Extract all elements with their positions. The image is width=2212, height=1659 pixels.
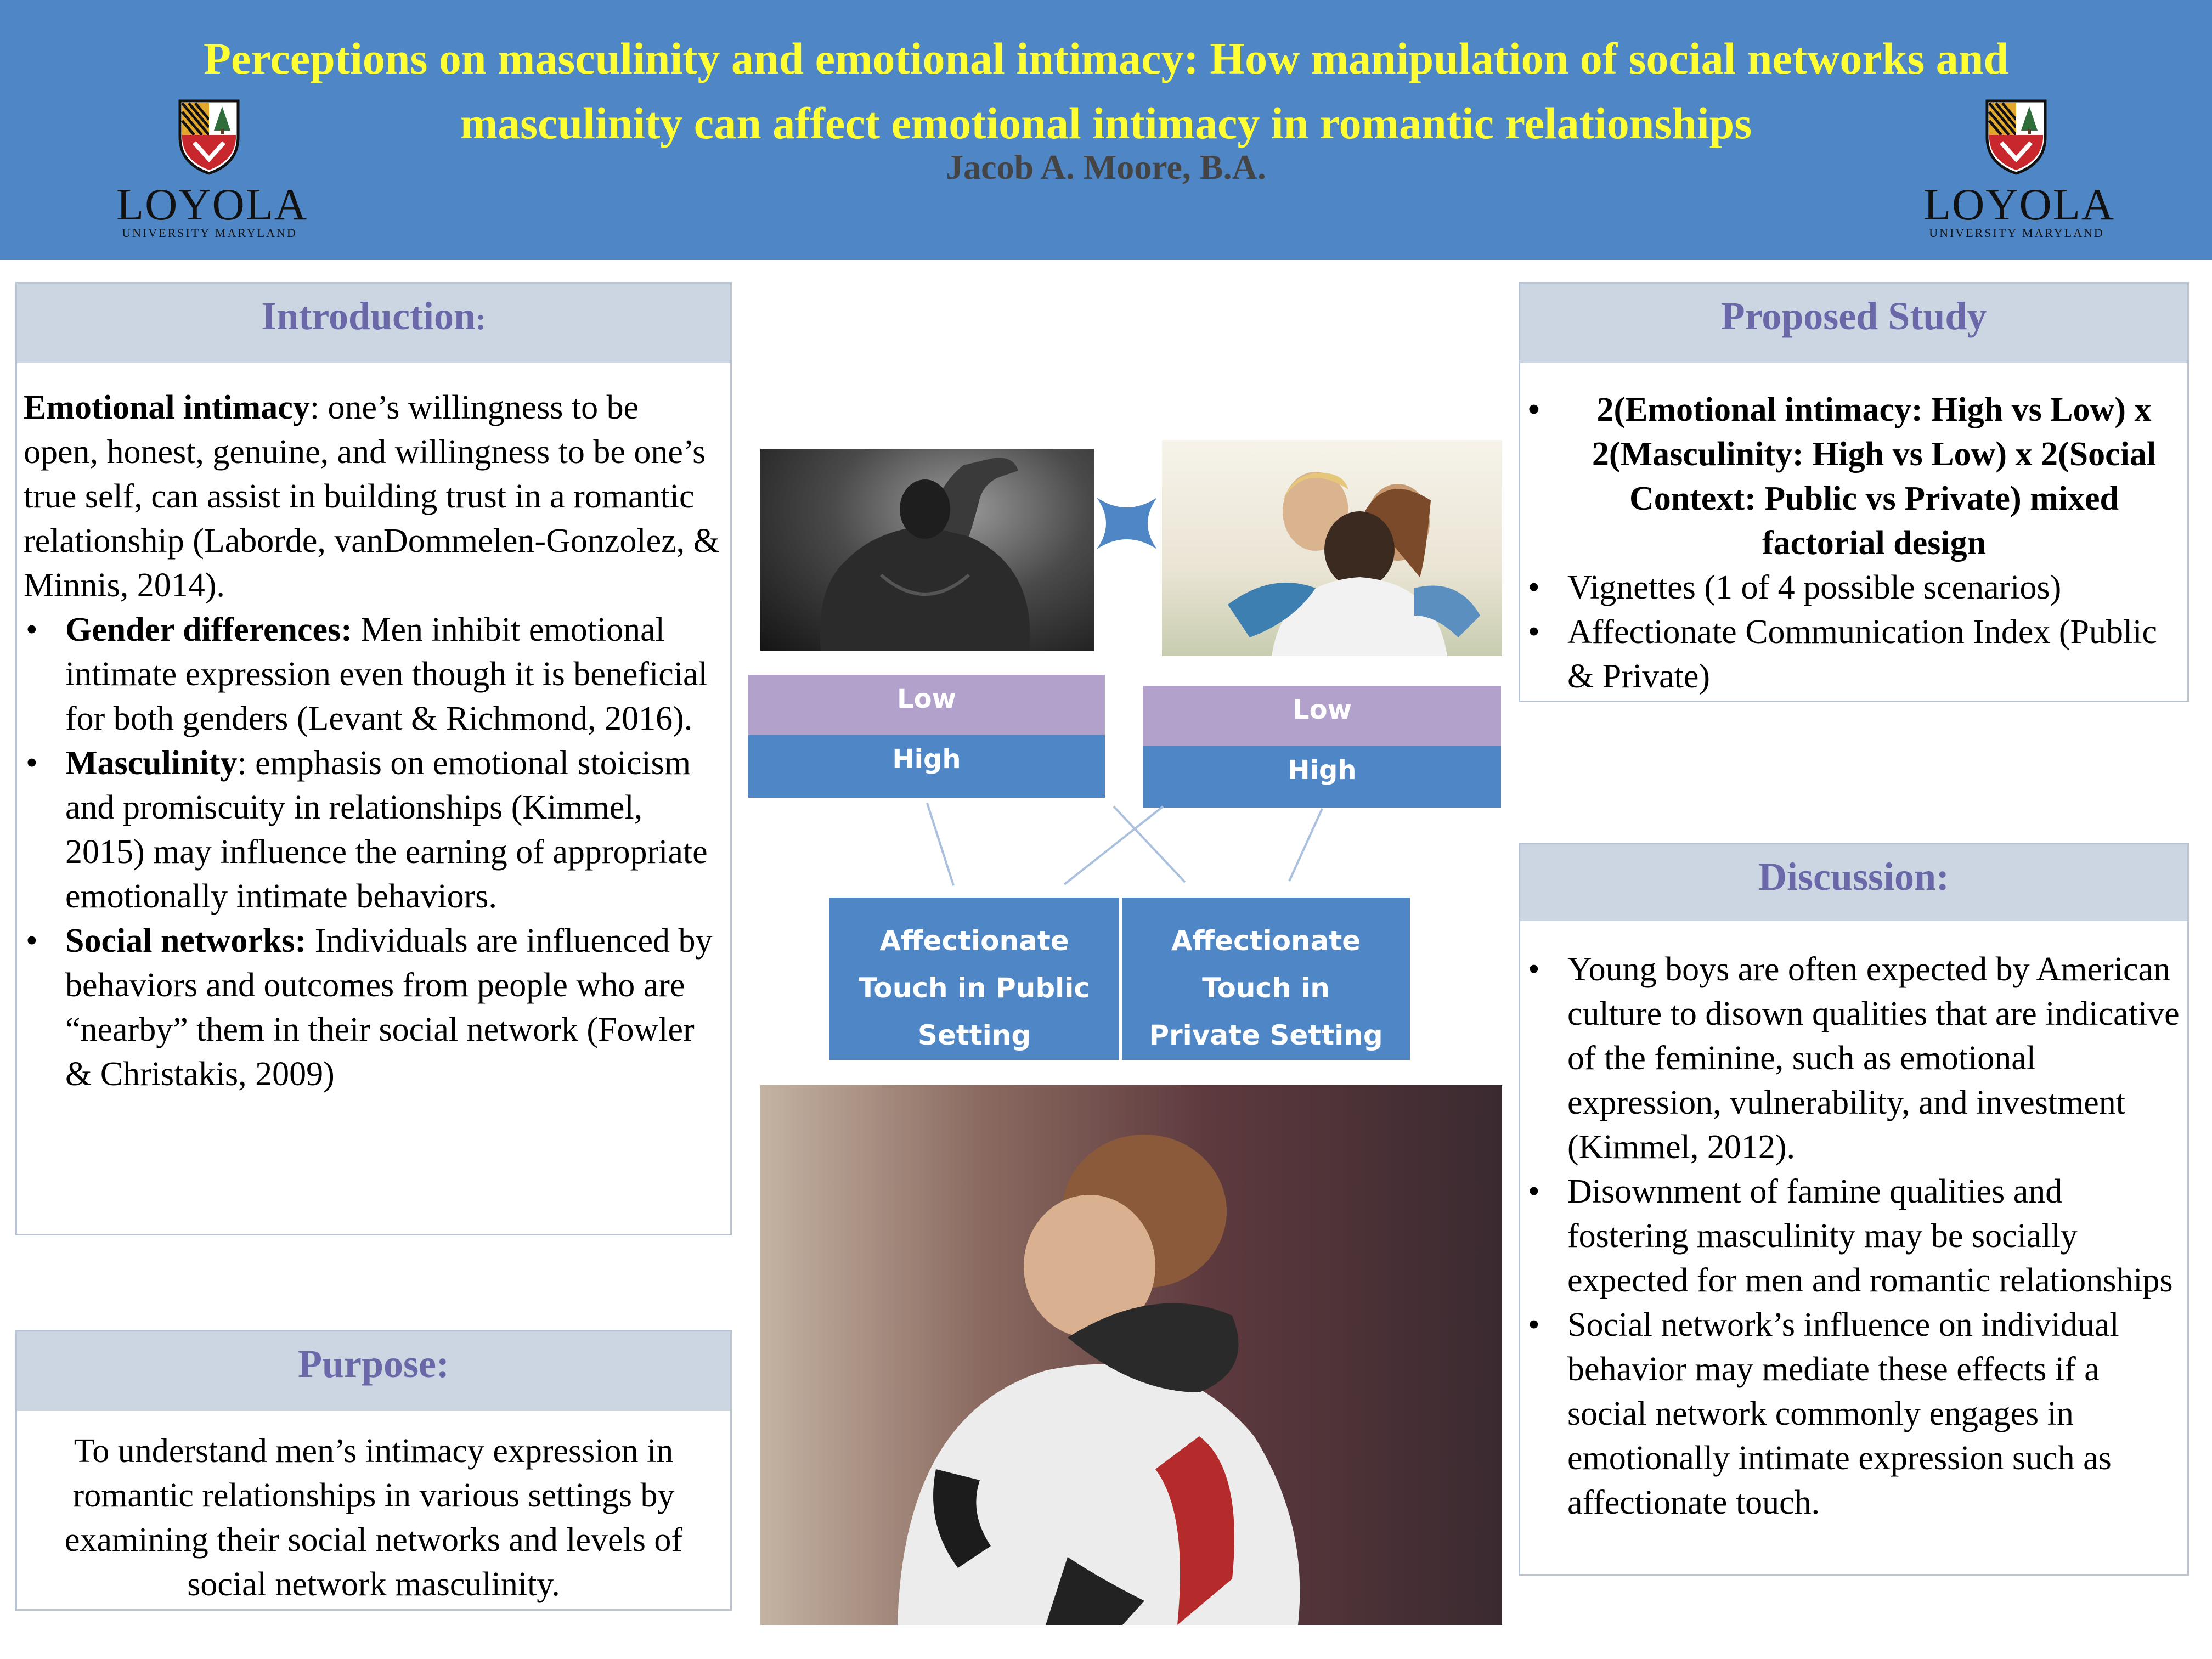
purpose-text: To understand men’s intimacy expression in romantic relationships in various settings by examining their social networks and levels of social network masculinity. — [64, 1432, 683, 1603]
proposed-study-heading: Proposed Study — [1520, 284, 2187, 363]
group-hug-people — [1162, 440, 1502, 656]
list-item: • Gender differences: Men inhibit emotional intimate expression even though it is beneficial for both genders (Levant & Richmond, 2016). — [65, 608, 721, 741]
logo-wordmark: LOYOLA — [1923, 179, 2115, 229]
logo-subtitle: UNIVERSITY MARYLAND — [1929, 226, 2104, 240]
lacrosse-players — [760, 1085, 1502, 1625]
outcome-private-box: Affectionate Touch in Private Setting — [1120, 898, 1410, 1060]
discussion-bullet-list — [1526, 947, 2181, 1525]
left-low-box: Low — [748, 675, 1105, 735]
purpose-heading: Purpose: — [17, 1331, 730, 1411]
flexing-man-photo — [760, 449, 1094, 651]
left-high-box: High — [748, 735, 1105, 798]
proposed-study-panel — [1519, 282, 2189, 702]
right-high-box: High — [1143, 746, 1501, 808]
discussion-panel — [1519, 843, 2189, 1576]
list-item: • Young boys are often expected by American culture to disown qualities that are indicative of the feminine, such as emotional expression, vulnerability, and investment (Kimmel, 2012). — [1567, 947, 2181, 1170]
poster-title: Perceptions on masculinity and emotional intimacy: How manipulation of social networks and masculinity can affect emotional intimacy in romantic relationships — [203, 33, 2009, 148]
intro-definition: Emotional intimacy: one’s willingness to be open, honest, genuine, and willingness to be one’s true self, can assist in building trust in a romantic relationship (Laborde, vanDommelen-Gonzolez, & Minnis, 2014). — [24, 389, 720, 604]
loyola-logo-right — [1923, 99, 2115, 241]
list-item: • Affectionate Communication Index (Public & Private) — [1567, 610, 2181, 699]
loyola-logo-left — [116, 99, 308, 241]
group-hug-photo — [1162, 440, 1502, 656]
list-item: • Vignettes (1 of 4 possible scenarios) — [1567, 566, 2181, 610]
study-bullet-list — [1526, 388, 2181, 699]
intro-bullet-list — [24, 608, 721, 1097]
introduction-heading: Introduction: — [17, 284, 730, 363]
purpose-panel — [15, 1330, 732, 1611]
proposed-study-body — [1520, 388, 2187, 699]
outcome-public-box: Affectionate Touch in Public Setting — [830, 898, 1119, 1060]
x-star-icon — [1094, 495, 1159, 551]
flexing-man-silhouette — [760, 449, 1094, 651]
logo-subtitle: UNIVERSITY MARYLAND — [122, 226, 297, 240]
discussion-body — [1520, 947, 2187, 1525]
right-low-box: Low — [1143, 686, 1501, 746]
list-item: • Masculinity: emphasis on emotional stoicism and promiscuity in relationships (Kimmel, 2015) may influence the earning of appropriate emotionally intimate behaviors. — [65, 741, 721, 919]
list-item: • 2(Emotional intimacy: High vs Low) x 2(Masculinity: High vs Low) x 2(Social Context: Public vs Private) mixed factorial design — [1567, 388, 2181, 566]
list-item: • Social network’s influence on individual behavior may mediate these effects if a social network commonly engages in emotionally intimate expression such as affectionate touch. — [1567, 1303, 2181, 1525]
poster-header — [0, 0, 2212, 260]
logo-wordmark: LOYOLA — [116, 179, 308, 229]
list-item: • Disownment of famine qualities and fostering masculinity may be socially expected for men and romantic relationships — [1567, 1170, 2181, 1303]
shield-crest-icon — [178, 99, 240, 176]
introduction-panel — [15, 282, 732, 1235]
discussion-heading: Discussion: — [1520, 844, 2187, 921]
lacrosse-hug-photo — [760, 1085, 1502, 1625]
shield-crest-icon — [1985, 99, 2047, 176]
poster-author: Jacob A. Moore, B.A. — [946, 148, 1266, 187]
introduction-body — [17, 386, 730, 1097]
list-item: • Social networks: Individuals are influenced by behaviors and outcomes from people who are “nearby” them in their social network (Fowler & Christakis, 2009) — [65, 919, 721, 1097]
